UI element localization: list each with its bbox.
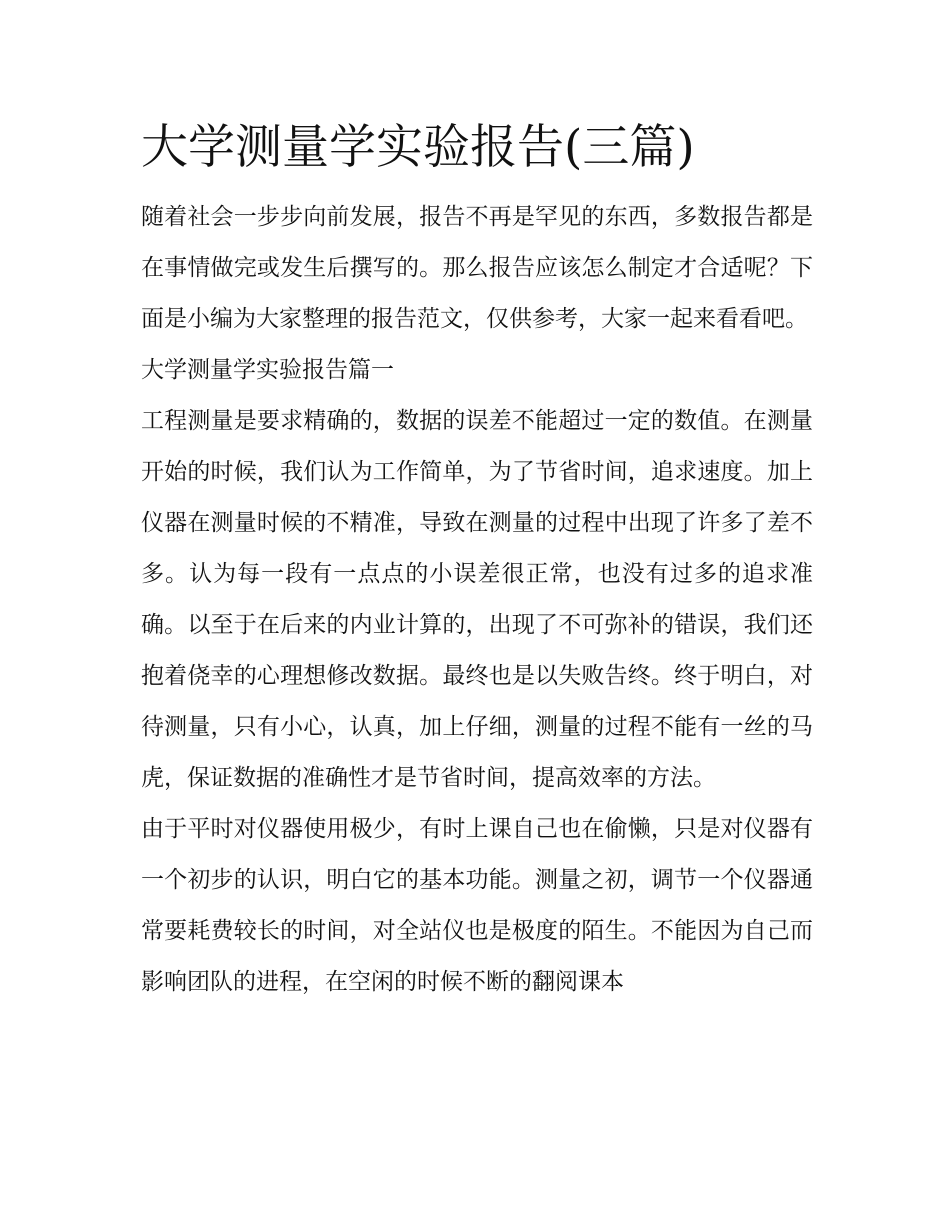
body-paragraph-2: 由于平时对仪器使用极少，有时上课自己也在偷懒，只是对仪器有一个初步的认识，明白它的基本功能。测量之初，调节一个仪器通常要耗费较长的时间，对全站仪也是极度的陌生。不能因为自己而影响团队的进程，在空闲的时候不断的翻阅课本 [141, 816, 813, 995]
body-paragraph-1: 工程测量是要求精确的，数据的误差不能超过一定的数值。在测量开始的时候，我们认为工作简单，为了节省时间，追求速度。加上仪器在测量时候的不精准，导致在测量的过程中出现了许多了差不多。认为每一段有一点点的小误差很正常，也没有过多的追求准确。以至于在后来的内业计算的，出现了不可弥补的错误，我们还抱着侥幸的心理想修改数据。最终也是以失败告终。终于明白，对待测量，只有小心，认真，加上仔细，测量的过程不能有一丝的马虎，保证数据的准确性才是节省时间，提高效率的方法。 [141, 408, 813, 791]
intro-paragraph: 随着社会一步步向前发展，报告不再是罕见的东西，多数报告都是在事情做完或发生后撰写的。那么报告应该怎么制定才合适呢？下面是小编为大家整理的报告范文，仅供参考，大家一起来看看吧。 [141, 204, 813, 332]
section-heading: 大学测量学实验报告篇一 [141, 357, 394, 383]
document-body [141, 112, 813, 1008]
page-title: 大学测量学实验报告(三篇) [141, 120, 695, 175]
